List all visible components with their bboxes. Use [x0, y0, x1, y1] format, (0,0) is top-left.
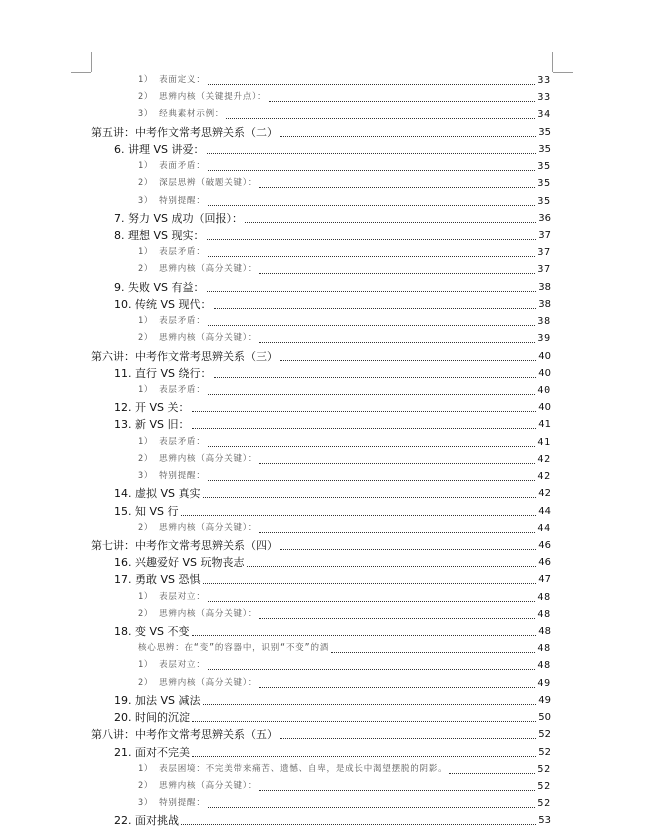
toc-entry-title: 3） 特别提醒： [138, 196, 206, 206]
toc-page-number: 49 [538, 695, 551, 706]
toc-dot-leader [192, 634, 537, 636]
toc-dot-leader [181, 514, 537, 516]
toc-entry-title: 1） 表层矛盾： [138, 437, 206, 447]
toc-page-number: 52 [537, 798, 551, 809]
toc-page-number: 48 [538, 626, 551, 637]
toc-dot-leader [208, 255, 536, 257]
toc-page-number: 53 [538, 815, 551, 826]
toc-entry-level-3[interactable] [138, 589, 551, 606]
toc-entry-title: 第八讲：中考作文常考思辨关系（五） [91, 728, 278, 741]
toc-entry-title: 15. 知 VS 行 [114, 505, 179, 518]
toc-page-number: 39 [537, 333, 551, 344]
toc-dot-leader [259, 272, 535, 274]
toc-entry-title: 3） 特别提醒： [138, 471, 206, 481]
toc-entry-title: 13. 新 VS 旧： [114, 418, 190, 431]
toc-entry-title: 8. 理想 VS 现实： [114, 229, 205, 242]
toc-dot-leader [245, 221, 536, 223]
toc-page-number: 48 [537, 609, 551, 620]
toc-entry-title: 18. 变 VS 不变 [114, 625, 190, 638]
toc-dot-leader [208, 83, 536, 85]
toc-page-number: 38 [537, 316, 551, 327]
toc-dot-leader [203, 582, 537, 584]
toc-dot-leader [192, 410, 537, 412]
toc-page-number: 52 [538, 747, 551, 758]
toc-page-number: 36 [538, 213, 551, 224]
toc-entry-level-2[interactable] [114, 227, 551, 244]
toc-dot-leader [192, 427, 537, 429]
toc-page-number: 42 [537, 471, 551, 482]
toc-dot-leader [208, 479, 536, 481]
crop-mark-top-left-horizontal [71, 72, 91, 73]
toc-entry-title: 6. 讲理 VS 讲爱： [114, 143, 205, 156]
toc-entry-level-3[interactable] [138, 330, 551, 347]
toc-entry-title: 21. 面对不完美 [114, 746, 190, 759]
toc-entry-title: 11. 直行 VS 绕行： [114, 367, 212, 380]
toc-entry-title: 2） 思辨内核（高分关键）： [138, 523, 258, 533]
toc-entry-title: 2） 思辨内核（高分关键）： [138, 333, 258, 343]
toc-page-number: 35 [537, 178, 551, 189]
toc-entry-level-3[interactable] [138, 606, 551, 623]
toc-entry-title: 17. 勇敢 VS 恐惧 [114, 573, 201, 586]
toc-entry-level-2[interactable] [114, 416, 551, 433]
toc-entry-level-3[interactable] [138, 72, 551, 89]
toc-dot-leader [207, 290, 537, 292]
toc-page-number: 37 [538, 230, 551, 241]
toc-entry-level-2[interactable] [114, 399, 551, 416]
toc-dot-leader [203, 703, 537, 705]
toc-entry-title: 2） 思辨内核（高分关键）： [138, 781, 258, 791]
toc-dot-leader [208, 806, 536, 808]
toc-entry-level-3[interactable] [138, 193, 551, 210]
toc-page-number: 44 [538, 506, 551, 517]
toc-page-number: 46 [538, 540, 551, 551]
toc-entry-title: 1） 表层对立： [138, 592, 206, 602]
toc-entry-level-3[interactable] [138, 261, 551, 278]
toc-dot-leader [208, 393, 536, 395]
toc-page-number: 52 [538, 729, 551, 740]
toc-entry-title: 2） 深层思辨（破题关键）： [138, 178, 258, 188]
toc-entry-title: 1） 表层矛盾： [138, 247, 206, 257]
toc-entry-title: 12. 开 VS 关： [114, 401, 190, 414]
toc-entry-level-2[interactable] [114, 279, 551, 296]
toc-dot-leader [259, 531, 535, 533]
toc-dot-leader [269, 100, 536, 102]
toc-dot-leader [208, 600, 536, 602]
toc-page-number: 42 [538, 488, 551, 499]
toc-dot-leader [259, 462, 535, 464]
toc-entry-title: 1） 表面定义： [138, 75, 206, 85]
toc-dot-leader [280, 135, 536, 137]
toc-entry-title: 9. 失败 VS 有益： [114, 281, 205, 294]
toc-dot-leader [208, 324, 536, 326]
toc-dot-leader [207, 238, 537, 240]
toc-dot-leader [259, 341, 535, 343]
toc-dot-leader [259, 686, 535, 688]
toc-entry-title: 22. 面对挑战 [114, 814, 179, 827]
toc-page-number: 37 [537, 264, 551, 275]
toc-entry-title: 1） 表层困境：不完美带来痛苦、遗憾、自卑，是成长中渴望摆脱的阴影。 [138, 764, 448, 774]
toc-page-number: 50 [538, 712, 551, 723]
toc-dot-leader [181, 823, 536, 825]
toc-entry-level-2[interactable] [114, 571, 551, 588]
toc-entry-level-3[interactable] [138, 382, 551, 399]
toc-page-number: 41 [537, 437, 551, 448]
toc-page-number: 35 [538, 127, 551, 138]
toc-entry-level-2[interactable] [114, 554, 551, 571]
toc-entry-level-3[interactable] [138, 468, 551, 485]
toc-entry-level-3[interactable] [138, 244, 551, 261]
toc-entry-level-3[interactable] [138, 778, 551, 795]
toc-dot-leader [207, 152, 537, 154]
toc-entry-level-3[interactable] [138, 89, 551, 106]
toc-entry-title: 7. 努力 VS 成功（回报）： [114, 212, 243, 225]
toc-dot-leader [331, 651, 535, 653]
toc-entry-title: 19. 加法 VS 减法 [114, 694, 201, 707]
toc-entry-title: 3） 特别提醒： [138, 798, 206, 808]
toc-entry-title: 2） 思辨内核（高分关键）： [138, 609, 258, 619]
toc-entry-level-3[interactable] [138, 313, 551, 330]
toc-page-number: 40 [538, 402, 551, 413]
toc-page-number: 33 [537, 92, 551, 103]
toc-entry-level-3[interactable] [138, 640, 551, 657]
toc-entry-level-2[interactable] [114, 692, 551, 709]
toc-entry-title: 2） 思辨内核（高分关键）： [138, 264, 258, 274]
toc-entry-level-3[interactable] [138, 106, 551, 123]
toc-dot-leader [208, 445, 536, 447]
toc-entry-title: 1） 表面矛盾： [138, 161, 206, 171]
toc-page-number: 48 [537, 592, 551, 603]
toc-entry-level-2[interactable] [114, 503, 551, 520]
toc-page-number: 35 [537, 196, 551, 207]
toc-entry-title: 16. 兴趣爱好 VS 玩物丧志 [114, 556, 245, 569]
toc-entry-title: 核心思辨：在“变”的容器中，识别“不变”的酒 [138, 643, 330, 653]
toc-entry-level-2[interactable] [114, 141, 551, 158]
crop-mark-top-left-vertical [91, 52, 92, 72]
toc-dot-leader [259, 789, 535, 791]
toc-page-number: 49 [537, 678, 551, 689]
toc-page-number: 35 [538, 144, 551, 155]
toc-entry-level-2[interactable] [114, 210, 551, 227]
toc-dot-leader [214, 376, 537, 378]
toc-dot-leader [280, 548, 536, 550]
toc-entry-level-3[interactable] [138, 158, 551, 175]
toc-entry-title: 3） 经典素材示例： [138, 109, 225, 119]
toc-entry-title: 第七讲：中考作文常考思辨关系（四） [91, 539, 278, 552]
toc-page-number: 41 [538, 419, 551, 430]
toc-entry-title: 10. 传统 VS 现代： [114, 298, 212, 311]
toc-page-number: 35 [537, 161, 551, 172]
toc-page-number: 52 [537, 781, 551, 792]
toc-dot-leader [208, 204, 536, 206]
toc-entry-title: 第五讲：中考作文常考思辨关系（二） [91, 126, 278, 139]
toc-entry-title: 2） 思辨内核（高分关键）： [138, 454, 258, 464]
toc-entry-title: 第六讲：中考作文常考思辨关系（三） [91, 350, 278, 363]
toc-entry-title: 1） 表层矛盾： [138, 385, 206, 395]
toc-page-number: 47 [538, 574, 551, 585]
toc-page-number: 37 [537, 247, 551, 258]
toc-entry-level-1[interactable] [91, 726, 551, 743]
toc-entry-level-3[interactable] [138, 175, 551, 192]
toc-entry-level-3[interactable] [138, 520, 551, 537]
toc-page-number: 52 [537, 764, 551, 775]
toc-entry-level-2[interactable] [114, 812, 551, 829]
toc-dot-leader [226, 117, 535, 119]
crop-mark-top-right-vertical [552, 52, 553, 72]
toc-page-number: 42 [537, 454, 551, 465]
toc-dot-leader [259, 617, 535, 619]
toc-page-number: 48 [537, 643, 551, 654]
toc-entry-level-2[interactable] [114, 744, 551, 761]
toc-entry-level-2[interactable] [114, 623, 551, 640]
toc-page-number: 33 [537, 75, 551, 86]
toc-dot-leader [247, 565, 537, 567]
toc-entry-level-1[interactable] [91, 348, 551, 365]
toc-entry-title: 14. 虚拟 VS 真实 [114, 487, 201, 500]
toc-entry-level-3[interactable] [138, 657, 551, 674]
toc-entry-level-2[interactable] [114, 485, 551, 502]
toc-entry-level-3[interactable] [138, 795, 551, 812]
toc-page-number: 48 [537, 660, 551, 671]
toc-entry-level-3[interactable] [138, 451, 551, 468]
toc-page-number: 40 [537, 385, 551, 396]
toc-entry-level-2[interactable] [114, 709, 551, 726]
toc-dot-leader [449, 772, 535, 774]
toc-entry-level-3[interactable] [138, 761, 551, 778]
toc-entry-title: 1） 表层矛盾： [138, 316, 206, 326]
toc-page-number: 44 [537, 523, 551, 534]
toc-dot-leader [208, 668, 536, 670]
toc-page-number: 40 [538, 351, 551, 362]
toc-dot-leader [280, 359, 536, 361]
toc-page-number: 34 [537, 109, 551, 120]
toc-page-number: 40 [538, 368, 551, 379]
toc-entry-level-3[interactable] [138, 675, 551, 692]
crop-mark-top-right-horizontal [553, 72, 573, 73]
toc-dot-leader [208, 169, 536, 171]
toc-entry-level-2[interactable] [114, 365, 551, 382]
toc-entry-level-1[interactable] [91, 537, 551, 554]
toc-dot-leader [192, 755, 536, 757]
toc-dot-leader [214, 307, 537, 309]
toc-entry-level-1[interactable] [91, 124, 551, 141]
toc-entry-level-3[interactable] [138, 434, 551, 451]
toc-entry-title: 2） 思辨内核（高分关键）： [138, 678, 258, 688]
toc-dot-leader [280, 737, 536, 739]
toc-dot-leader [203, 496, 537, 498]
toc-dot-leader [259, 186, 535, 188]
toc-page-number: 46 [538, 557, 551, 568]
toc-entry-title: 1） 表层对立： [138, 660, 206, 670]
toc-entry-title: 2） 思辨内核（关键提升点）： [138, 92, 267, 102]
toc-page-number: 38 [538, 299, 551, 310]
toc-entry-title: 20. 时间的沉淀 [114, 711, 190, 724]
toc-entry-level-2[interactable] [114, 296, 551, 313]
toc-page-number: 38 [538, 282, 551, 293]
toc-dot-leader [192, 720, 536, 722]
